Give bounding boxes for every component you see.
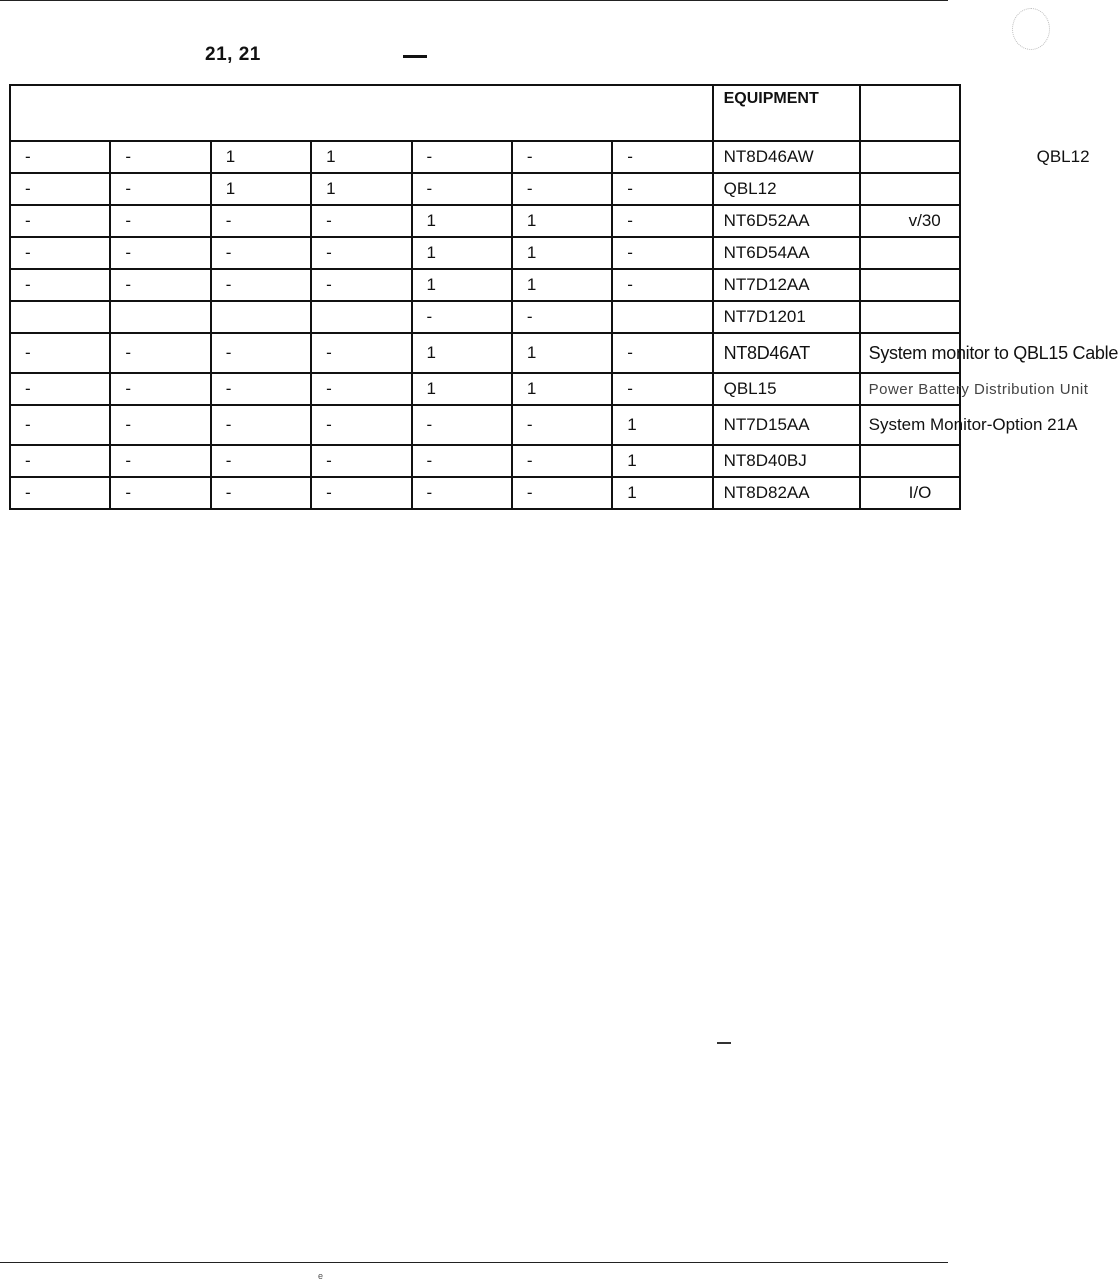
description-cell: [860, 269, 960, 301]
quantity-cell: 1: [211, 141, 311, 173]
equipment-code-cell: NT7D1201: [713, 301, 860, 333]
quantity-cell: -: [512, 301, 612, 333]
quantity-cell: 1: [512, 205, 612, 237]
equipment-code-cell: NT8D40BJ: [713, 445, 860, 477]
quantity-cell: -: [110, 333, 210, 373]
equipment-code-cell: NT8D46AT: [713, 333, 860, 373]
quantity-cell: -: [10, 141, 110, 173]
equipment-code-cell: NT7D12AA: [713, 269, 860, 301]
description-cell: System monitor to QBL15 Cable: [860, 333, 960, 373]
quantity-cell: -: [211, 477, 311, 509]
description-cell: [860, 301, 960, 333]
quantity-cell: -: [10, 477, 110, 509]
quantity-cell: -: [412, 301, 512, 333]
equipment-header: EQUIPMENT: [713, 85, 860, 141]
quantity-cell: -: [311, 405, 411, 445]
quantity-cell: -: [612, 205, 712, 237]
quantity-cell: -: [211, 269, 311, 301]
quantity-cell: -: [110, 477, 210, 509]
quantity-cell: -: [612, 173, 712, 205]
description-cell: I/O: [860, 477, 960, 509]
equipment-table: [9, 84, 1118, 510]
table-header-row: [10, 85, 960, 141]
table-row: [10, 301, 960, 333]
quantity-cell: -: [211, 373, 311, 405]
page-heading: 21, 21: [205, 44, 261, 65]
equipment-code-cell: NT8D46AW: [713, 141, 860, 173]
quantity-cell: -: [10, 405, 110, 445]
equipment-code-cell: NT6D54AA: [713, 237, 860, 269]
quantity-cell: -: [110, 237, 210, 269]
quantity-cell: 1: [412, 205, 512, 237]
description-cell: Power Battery Distribution Unit: [860, 373, 960, 405]
quantity-cell: 1: [412, 237, 512, 269]
quantity-header: [10, 85, 713, 141]
description-cell: System Monitor-Option 21A: [860, 405, 960, 445]
quantity-cell: 1: [412, 333, 512, 373]
quantity-cell: -: [211, 445, 311, 477]
quantity-cell: -: [211, 405, 311, 445]
quantity-cell: -: [10, 237, 110, 269]
quantity-cell: -: [311, 237, 411, 269]
quantity-cell: -: [110, 269, 210, 301]
table-row: [10, 373, 960, 405]
quantity-cell: -: [412, 445, 512, 477]
quantity-cell: -: [110, 205, 210, 237]
equipment-code-cell: NT8D82AA: [713, 477, 860, 509]
quantity-cell: -: [10, 269, 110, 301]
quantity-cell: -: [612, 269, 712, 301]
quantity-cell: -: [612, 237, 712, 269]
description-cell: v/30: [860, 205, 960, 237]
quantity-cell: 1: [211, 173, 311, 205]
quantity-cell: -: [512, 405, 612, 445]
quantity-cell: -: [10, 445, 110, 477]
table-row: [10, 173, 960, 205]
quantity-cell: 1: [412, 269, 512, 301]
stray-dash: [717, 1042, 731, 1044]
equipment-code-cell: NT7D15AA: [713, 405, 860, 445]
quantity-cell: -: [211, 237, 311, 269]
quantity-cell: [311, 301, 411, 333]
quantity-cell: -: [311, 373, 411, 405]
table-row: [10, 269, 960, 301]
bottom-rule: [0, 1262, 948, 1263]
table-row: [10, 205, 960, 237]
quantity-cell: -: [612, 333, 712, 373]
quantity-cell: -: [512, 141, 612, 173]
equipment-code-cell: QBL12: [713, 173, 860, 205]
description-cell: [860, 173, 960, 205]
quantity-cell: 1: [612, 445, 712, 477]
description-cell: QBL12: [860, 141, 960, 173]
table-row: [10, 141, 960, 173]
quantity-cell: -: [311, 205, 411, 237]
quantity-cell: -: [10, 173, 110, 205]
quantity-cell: [211, 301, 311, 333]
table-row: [10, 445, 960, 477]
quantity-cell: -: [311, 445, 411, 477]
quantity-cell: -: [412, 141, 512, 173]
table-row: [10, 405, 960, 445]
quantity-cell: -: [412, 173, 512, 205]
quantity-cell: -: [110, 373, 210, 405]
quantity-cell: -: [512, 445, 612, 477]
top-rule: [0, 0, 948, 1]
quantity-cell: -: [110, 445, 210, 477]
scan-speck: [1012, 8, 1050, 50]
quantity-cell: -: [612, 141, 712, 173]
quantity-cell: -: [412, 477, 512, 509]
table-row: [10, 477, 960, 509]
quantity-cell: 1: [311, 141, 411, 173]
quantity-cell: -: [512, 477, 612, 509]
table-row: [10, 237, 960, 269]
footer-mark: e: [318, 1271, 324, 1281]
quantity-cell: 1: [311, 173, 411, 205]
quantity-cell: -: [311, 269, 411, 301]
quantity-cell: 1: [512, 333, 612, 373]
quantity-cell: -: [311, 477, 411, 509]
description-cell: [860, 445, 960, 477]
quantity-cell: -: [512, 173, 612, 205]
equipment-code-cell: QBL15: [713, 373, 860, 405]
quantity-cell: 1: [512, 373, 612, 405]
quantity-cell: 1: [612, 405, 712, 445]
description-header: [860, 85, 960, 141]
quantity-cell: -: [110, 141, 210, 173]
quantity-cell: -: [612, 373, 712, 405]
quantity-cell: -: [10, 373, 110, 405]
quantity-cell: -: [110, 405, 210, 445]
quantity-cell: -: [311, 333, 411, 373]
quantity-cell: 1: [412, 373, 512, 405]
quantity-cell: 1: [512, 237, 612, 269]
heading-dash: [403, 55, 427, 58]
quantity-cell: -: [10, 333, 110, 373]
quantity-cell: 1: [612, 477, 712, 509]
quantity-cell: [612, 301, 712, 333]
quantity-cell: [10, 301, 110, 333]
quantity-cell: -: [211, 333, 311, 373]
quantity-cell: [110, 301, 210, 333]
table-row: [10, 333, 960, 373]
quantity-cell: -: [110, 173, 210, 205]
quantity-cell: -: [412, 405, 512, 445]
quantity-cell: -: [211, 205, 311, 237]
equipment-code-cell: NT6D52AA: [713, 205, 860, 237]
quantity-cell: -: [10, 205, 110, 237]
quantity-cell: 1: [512, 269, 612, 301]
description-cell: [860, 237, 960, 269]
